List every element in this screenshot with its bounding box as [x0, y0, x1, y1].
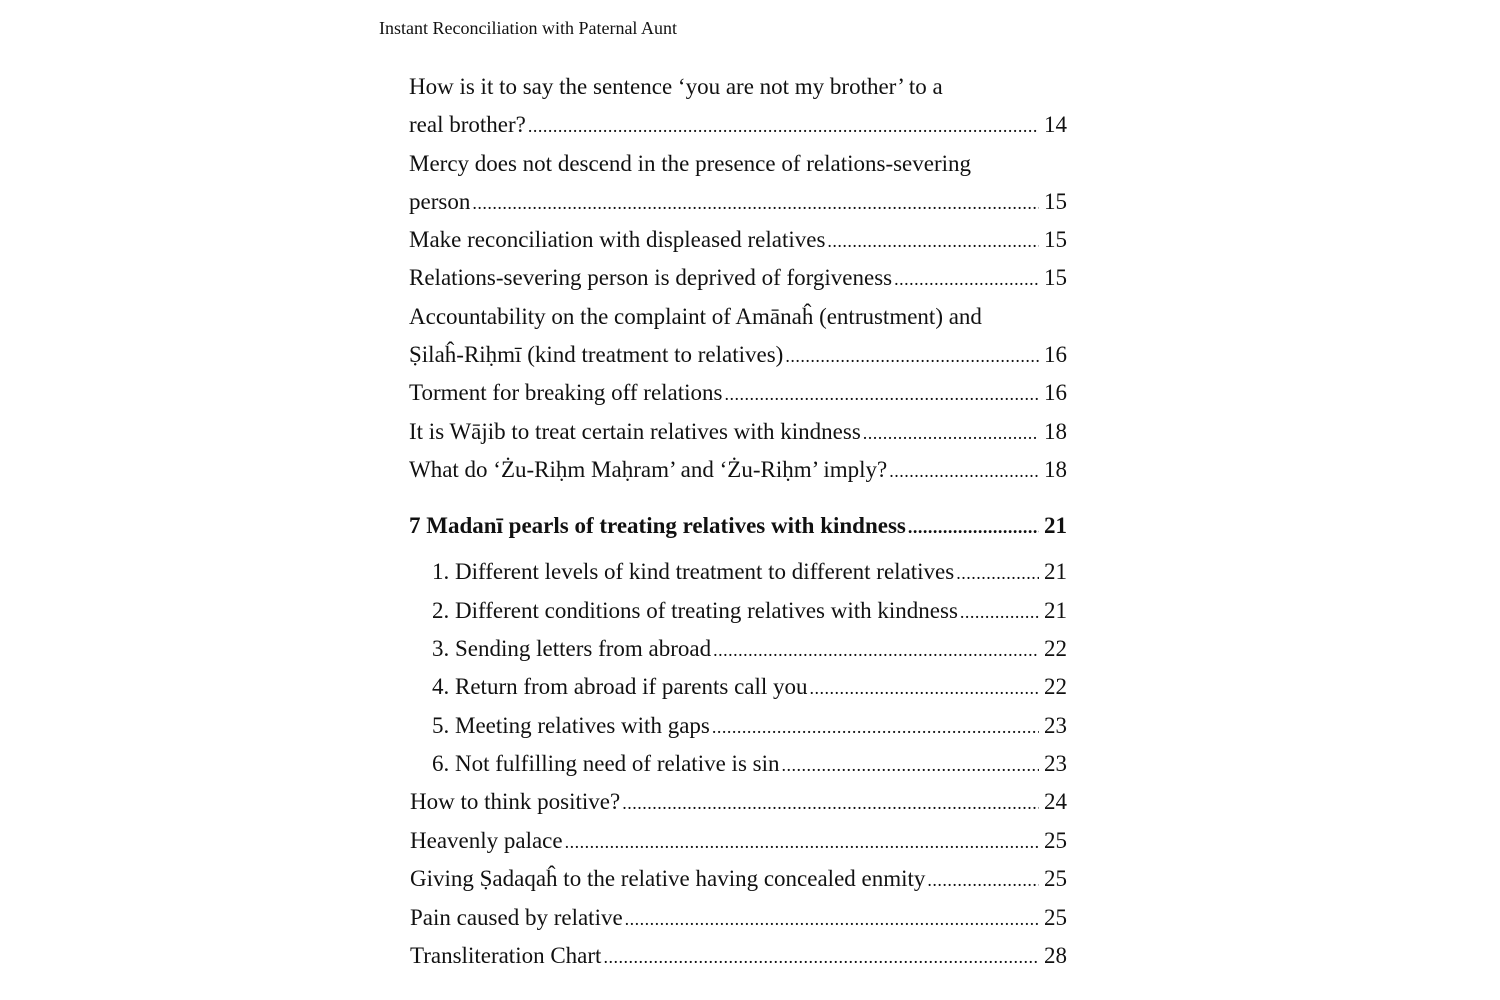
toc-subentry: [432, 707, 1067, 745]
toc-page-number: 25: [1044, 905, 1067, 930]
toc-entry-text: person: [409, 189, 471, 214]
toc-entry-text: Giving Ṣadaqaĥ to the relative having concealed enmity: [410, 866, 926, 891]
dot-leader: [785, 337, 1039, 375]
toc-entry: [409, 374, 1067, 412]
dot-leader: [889, 452, 1039, 490]
toc-entry: [409, 183, 1067, 221]
toc-page-number: 14: [1044, 112, 1067, 137]
toc-subentry: [432, 592, 1067, 630]
dot-leader: [827, 222, 1039, 260]
toc-page-number: 15: [1044, 189, 1067, 214]
toc-subentry: [432, 745, 1067, 783]
toc-page-number: 28: [1044, 943, 1067, 968]
toc-page-number: 21: [1044, 513, 1067, 538]
toc-entry-text: Heavenly palace: [410, 828, 563, 853]
toc-entry-text: 5. Meeting relatives with gaps: [432, 713, 710, 738]
toc-subentry: [432, 668, 1067, 706]
toc-entry: [409, 336, 1067, 374]
toc-entry: [409, 413, 1067, 451]
running-header: Instant Reconciliation with Paternal Aunt: [379, 18, 677, 38]
dot-leader: [472, 184, 1039, 222]
dot-leader: [908, 508, 1039, 546]
dot-leader: [810, 669, 1039, 707]
toc-entry: [410, 860, 1067, 898]
toc-entry: [410, 937, 1067, 975]
toc-page-number: 22: [1044, 636, 1067, 661]
dot-leader: [927, 861, 1039, 899]
toc-section-heading: [409, 507, 1067, 545]
toc-page-number: 24: [1044, 789, 1067, 814]
toc-page-number: 15: [1044, 227, 1067, 252]
toc-entry-text: real brother?: [409, 112, 526, 137]
toc-page-number: 25: [1044, 866, 1067, 891]
toc-page-number: 18: [1044, 419, 1067, 444]
dot-leader: [713, 631, 1039, 669]
dot-leader: [565, 823, 1039, 861]
dot-leader: [956, 554, 1039, 592]
toc-page-number: 21: [1044, 559, 1067, 584]
toc-entry-line: [409, 145, 1067, 183]
dot-leader: [724, 375, 1039, 413]
toc-subentry: [432, 553, 1067, 591]
toc-page-number: 16: [1044, 380, 1067, 405]
toc-entry: [409, 221, 1067, 259]
toc-entry: [409, 259, 1067, 297]
toc-entry: [409, 451, 1067, 489]
toc-entry: [409, 106, 1067, 144]
toc-entry-text: Mercy does not descend in the presence of relations-severing: [409, 151, 972, 176]
toc-entry-text: What do ‘Żu-Riḥm Maḥram’ and ‘Żu-Riḥm’ imply?: [409, 457, 888, 482]
toc-entry-text: 6. Not fulfilling need of relative is sin: [432, 751, 780, 776]
dot-leader: [625, 900, 1039, 938]
dot-leader: [863, 414, 1039, 452]
toc-entry-line: [409, 298, 1067, 336]
toc-entry-text: 4. Return from abroad if parents call you: [432, 674, 808, 699]
dot-leader: [622, 784, 1039, 822]
toc-page-number: 18: [1044, 457, 1067, 482]
toc-entry-text: 1. Different levels of kind treatment to different relatives: [432, 559, 955, 584]
toc-entry-text: Torment for breaking off relations: [409, 380, 723, 405]
dot-leader: [712, 708, 1039, 746]
toc-entry-text: Pain caused by relative: [410, 905, 623, 930]
toc-entry-text: How to think positive?: [410, 789, 621, 814]
toc-page-number: 15: [1044, 265, 1067, 290]
toc-page-number: 23: [1044, 713, 1067, 738]
toc-entry-text: Ṣilaĥ-Riḥmī (kind treatment to relatives): [409, 342, 784, 367]
toc-entry-text: How is it to say the sentence ‘you are not my brother’ to a: [409, 74, 943, 99]
dot-leader: [781, 746, 1039, 784]
toc-entry-text: 2. Different conditions of treating relatives with kindness: [432, 598, 958, 623]
toc-entry-text: 3. Sending letters from abroad: [432, 636, 712, 661]
toc-entry: [410, 822, 1067, 860]
toc-entry-text: Accountability on the complaint of Amānaĥ (entrustment) and: [409, 304, 982, 329]
toc-entry-text: Transliteration Chart: [410, 943, 602, 968]
dot-leader: [960, 593, 1039, 631]
toc-entry-text: Make reconciliation with displeased relatives: [409, 227, 826, 252]
toc-entry-line: [409, 68, 1067, 106]
toc-page-number: 23: [1044, 751, 1067, 776]
dot-leader: [603, 938, 1039, 976]
toc-page-number: 16: [1044, 342, 1067, 367]
toc-page-number: 22: [1044, 674, 1067, 699]
toc-entry-text: It is Wājib to treat certain relatives with kindness: [409, 419, 861, 444]
toc-entry-text: 7 Madanī pearls of treating relatives with kindness: [409, 513, 906, 538]
toc-entry: [410, 899, 1067, 937]
toc-page-number: 21: [1044, 598, 1067, 623]
toc-subentry: [432, 630, 1067, 668]
toc-page-number: 25: [1044, 828, 1067, 853]
dot-leader: [894, 260, 1039, 298]
toc-entry-text: Relations-severing person is deprived of forgiveness: [409, 265, 893, 290]
dot-leader: [528, 107, 1039, 145]
toc-entry: [410, 783, 1067, 821]
